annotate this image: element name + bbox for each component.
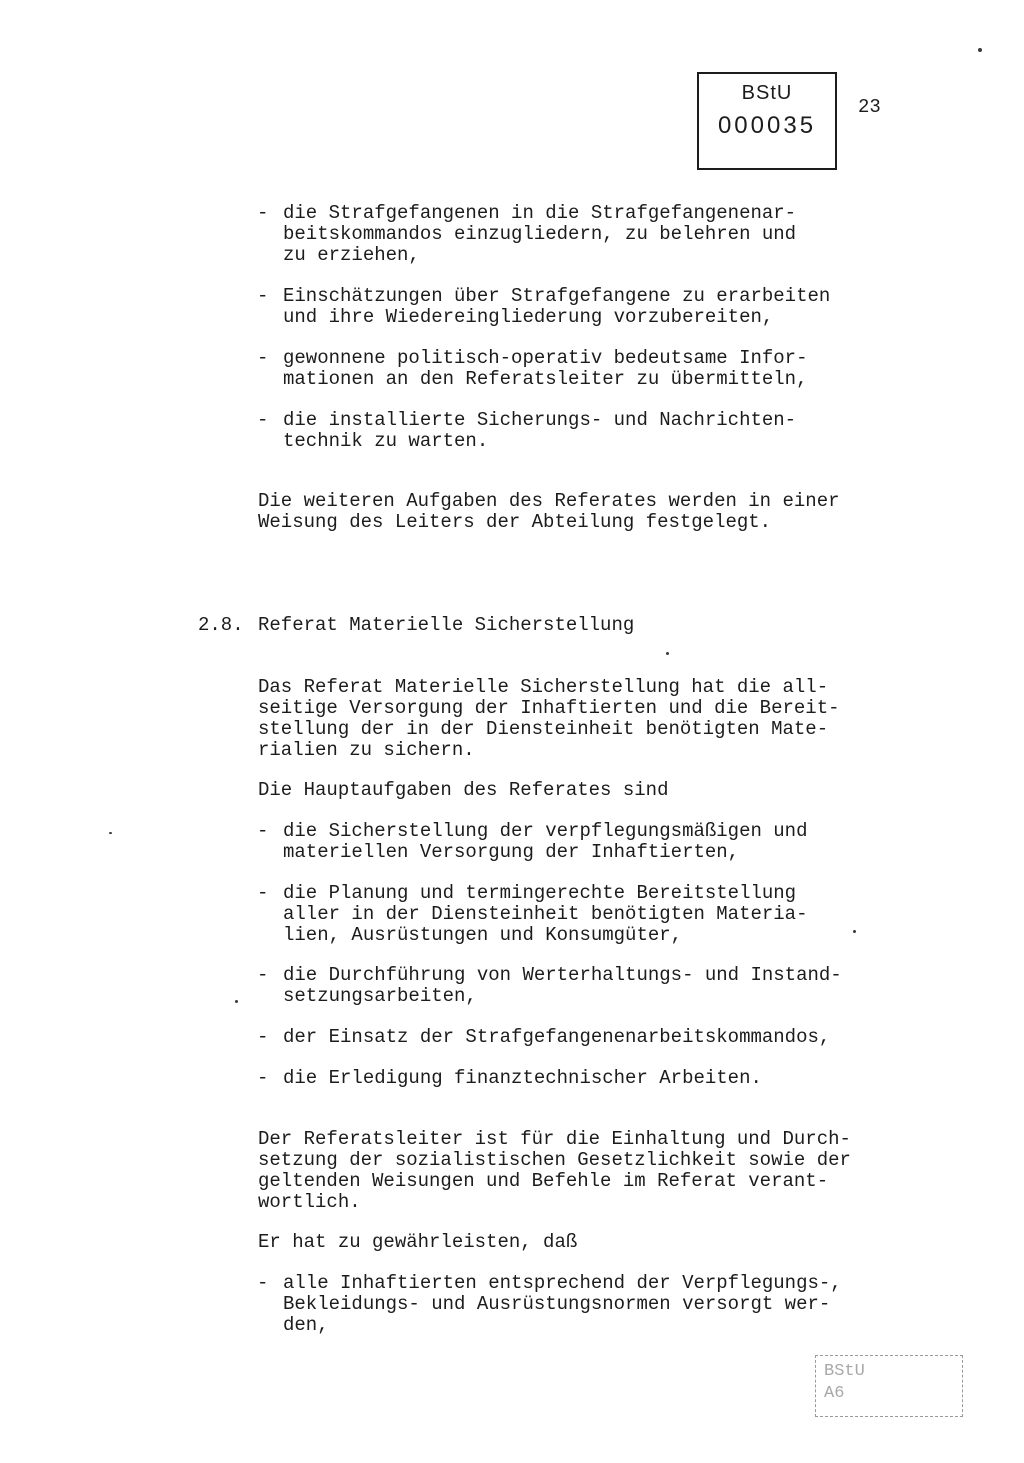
para4-line-1: Der Referatsleiter ist für die Einhaltung und Durch-	[258, 1128, 851, 1150]
list2-item-1-line-1: die Sicherstellung der verpflegungsmäßigen und	[283, 820, 808, 842]
para2-line-3: stellung der in der Diensteinheit benötigten Mate-	[258, 718, 829, 740]
scan-speck	[978, 48, 982, 52]
para2-line-4: rialien zu sichern.	[258, 739, 475, 761]
list2-item-3-line-1: die Durchführung von Werterhaltungs- und Instand-	[283, 964, 842, 986]
list1-item-4-line-2: technik zu warten.	[283, 430, 489, 452]
list1-item-1-line-1: die Strafgefangenen in die Strafgefangenenar-	[283, 202, 797, 224]
stamp-label: BStU	[741, 82, 793, 104]
list2-bullet: -	[257, 1067, 269, 1089]
list1-item-2-line-1: Einschätzungen über Strafgefangene zu erarbeiten	[283, 285, 831, 307]
faint-stamp-line-2: A6	[824, 1384, 845, 1403]
scan-speck	[109, 832, 112, 834]
list2-bullet: -	[257, 1026, 269, 1048]
para1-line-2: Weisung des Leiters der Abteilung festgelegt.	[258, 511, 772, 533]
scan-speck	[235, 1000, 238, 1003]
list3-item-1-line-1: alle Inhaftierten entsprechend der Verpflegungs-,	[283, 1272, 842, 1294]
list2-item-2-line-1: die Planung und termingerechte Bereitstellung	[283, 882, 797, 904]
list1-item-1-line-3: zu erziehen,	[283, 244, 420, 266]
list1-item-3-line-1: gewonnene politisch-operativ bedeutsame Infor-	[283, 347, 808, 369]
list1-bullet: -	[257, 202, 269, 224]
para4-line-2: setzung der sozialistischen Gesetzlichkeit sowie der	[258, 1149, 851, 1171]
list1-bullet: -	[257, 409, 269, 431]
para4-line-4: wortlich.	[258, 1191, 361, 1213]
para4-line-3: geltenden Weisungen und Befehle im Referat verant-	[258, 1170, 829, 1192]
scan-speck	[666, 652, 669, 655]
list2-bullet: -	[257, 820, 269, 842]
faint-stamp-line-1: BStU	[824, 1362, 865, 1381]
para3: Die Hauptaufgaben des Referates sind	[258, 779, 669, 801]
page-number: 23	[858, 96, 881, 118]
para2-line-1: Das Referat Materielle Sicherstellung hat die all-	[258, 676, 829, 698]
section-title: Referat Materielle Sicherstellung	[258, 614, 635, 636]
list1-item-1-line-2: beitskommandos einzugliedern, zu belehren und	[283, 223, 797, 245]
list2-item-1-line-2: materiellen Versorgung der Inhaftierten,	[283, 841, 740, 863]
faint-archive-stamp	[815, 1355, 963, 1417]
list3-item-1-line-3: den,	[283, 1314, 329, 1336]
list1-item-2-line-2: und ihre Wiedereingliederung vorzubereiten,	[283, 306, 774, 328]
list3-bullet: -	[257, 1272, 269, 1294]
list1-item-3-line-2: mationen an den Referatsleiter zu übermitteln,	[283, 368, 808, 390]
archive-stamp	[697, 72, 837, 170]
list1-item-4-line-1: die installierte Sicherungs- und Nachrichten-	[283, 409, 797, 431]
list2-item-2-line-3: lien, Ausrüstungen und Konsumgüter,	[283, 924, 683, 946]
list2-item-3-line-2: setzungsarbeiten,	[283, 985, 477, 1007]
list1-bullet: -	[257, 285, 269, 307]
stamp-number: 000035	[717, 112, 817, 139]
list2-bullet: -	[257, 882, 269, 904]
para2-line-2: seitige Versorgung der Inhaftierten und die Bereit-	[258, 697, 840, 719]
list3-item-1-line-2: Bekleidungs- und Ausrüstungsnormen versorgt wer-	[283, 1293, 831, 1315]
list2-bullet: -	[257, 964, 269, 986]
para1-line-1: Die weiteren Aufgaben des Referates werden in einer	[258, 490, 840, 512]
section-number: 2.8.	[198, 614, 244, 636]
scan-speck	[853, 930, 856, 933]
list2-item-5-line-1: die Erledigung finanztechnischer Arbeiten.	[283, 1067, 762, 1089]
list2-item-4-line-1: der Einsatz der Strafgefangenenarbeitskommandos,	[283, 1026, 831, 1048]
list2-item-2-line-2: aller in der Diensteinheit benötigten Materia-	[283, 903, 808, 925]
list1-bullet: -	[257, 347, 269, 369]
para5: Er hat zu gewährleisten, daß	[258, 1231, 578, 1253]
